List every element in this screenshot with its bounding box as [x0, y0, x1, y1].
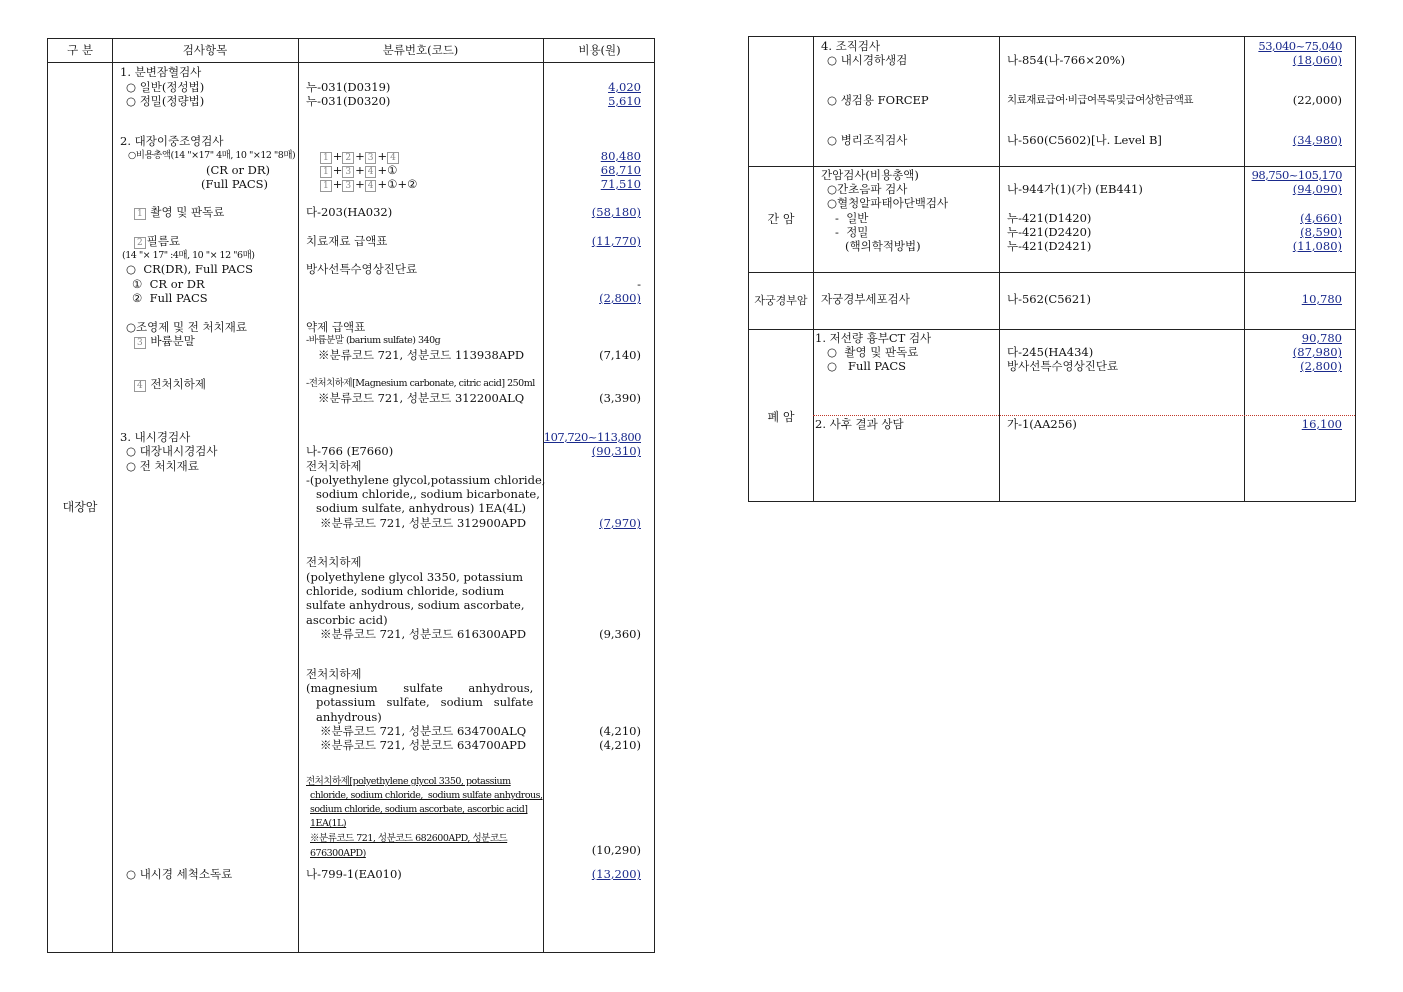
- fee-90780: 90,780: [1301, 331, 1342, 345]
- item-film-fee: 2 필름료: [134, 234, 180, 249]
- code-eb441: 나-944가(1)(가) (EB441): [1007, 182, 1143, 196]
- item-endoscope-disinfection: ○ 내시경 세척소독료: [126, 867, 233, 881]
- code-c5602: 나-560(C5602)[나. Level B]: [1007, 133, 1162, 147]
- box-label-4: 4: [134, 380, 146, 392]
- code-peg-1a: -(polyethylene glycol,potassium chloride,: [306, 473, 546, 487]
- fee-16100: 16,100: [1301, 417, 1342, 431]
- fee-liver-range: 98,750~105,170: [1251, 168, 1342, 182]
- fee-7970: (7,970): [599, 516, 641, 530]
- code-peg-3d: 1EA(1L): [310, 818, 347, 829]
- category-colorectal-cancer: 대장암: [62, 500, 98, 514]
- item-double-contrast: 2. 대장이중조영검사: [120, 134, 224, 148]
- code-laxative-2: 전처치하제: [306, 555, 362, 569]
- item-biopsy: 4. 조직검사: [821, 39, 881, 53]
- box-label-2: 2: [134, 237, 146, 249]
- code-mgso4-b: potassium sulfate, sodium sulfate: [316, 695, 534, 709]
- code-laxative-1: 전처치하제: [306, 459, 362, 473]
- fee-biopsy-range: 53,040~75,040: [1258, 39, 1342, 53]
- code-material-list: 치료재료급여·비급여목록및급여상한금액표: [1007, 94, 1194, 106]
- fee-4210-b: (4,210): [599, 738, 641, 752]
- box-label-3: 3: [134, 337, 146, 349]
- fee-13200: (13,200): [591, 867, 641, 881]
- item-afp-precise: - 정밀: [835, 225, 869, 239]
- fee-2800: (2,800): [599, 291, 641, 305]
- code-material-fee: 치료재료 급액표: [306, 234, 388, 248]
- code-c5621: 나-562(C5621): [1007, 292, 1091, 306]
- item-afp-general: - 일반: [835, 211, 869, 225]
- header-category: 구 분: [67, 43, 93, 57]
- item-nuclear: (핵의학적방법): [845, 239, 921, 253]
- code-combo-1: 1 + 2 + 3 + 4: [320, 149, 400, 164]
- header-fee: 비용(원): [578, 43, 621, 57]
- code-peg-1c: sodium sulfate, anhydrous) 1EA(4L): [316, 501, 527, 515]
- item-barium: 3 바륨분말: [134, 334, 195, 349]
- fee-4020: 4,020: [608, 80, 641, 94]
- code-854: 나-854(나-766×20%): [1007, 53, 1126, 67]
- fee-22000: (22,000): [1292, 93, 1342, 107]
- code-676300apd: 676300APD): [310, 848, 366, 859]
- code-combo-3: 1 + 3 + 4 +①+②: [320, 177, 417, 192]
- right-fee-table: [748, 36, 1356, 502]
- item-liver-ultrasound: ○간초음파 검사: [827, 182, 908, 196]
- item-ldct-pacs: ○ Full PACS: [827, 359, 907, 373]
- category-liver-cancer: 간 암: [767, 212, 795, 226]
- code-616300apd: ※분류코드 721, 성분코드 616300APD: [320, 627, 527, 641]
- fee-87980: (87,980): [1292, 345, 1342, 359]
- item-total-cost: ○비용총액(14 "×17" 4매, 10 "×12 "8매): [128, 150, 296, 161]
- fee-71510: 71,510: [600, 177, 641, 191]
- code-barium-sulfate: -바륨분말 (barium sulfate) 340g: [306, 335, 441, 346]
- fee-11770: (11,770): [591, 234, 641, 248]
- code-ea010: 나-799-1(EA010): [306, 867, 402, 881]
- fee-7140: (7,140): [599, 348, 641, 362]
- item-imaging-reading: 1 촬영 및 판독료: [134, 205, 224, 220]
- box-label-1: 1: [134, 208, 146, 220]
- item-pathology: ○ 병리조직검사: [827, 133, 908, 147]
- code-peg-3a: 전처치하제[polyethylene glycol 3350, potassium: [306, 776, 511, 787]
- fee-34980: (34,980): [1292, 133, 1342, 147]
- fee-10780: 10,780: [1301, 292, 1342, 306]
- code-radiology-ct: 방사선특수영상진단료: [1007, 359, 1119, 373]
- item-colonoscopy: ○ 대장내시경검사: [126, 444, 218, 458]
- fee-4660: (4,660): [1300, 211, 1342, 225]
- fee-3390: (3,390): [599, 391, 641, 405]
- code-634700apd: ※분류코드 721, 성분코드 634700APD: [320, 738, 527, 752]
- code-peg-1b: sodium chloride,, sodium bicarbonate,: [316, 487, 540, 501]
- code-312900apd: ※분류코드 721, 성분코드 312900APD: [320, 516, 527, 530]
- code-634700alq: ※분류코드 721, 성분코드 634700ALQ: [320, 724, 527, 738]
- code-312200alq: ※분류코드 721, 성분코드 312200ALQ: [318, 391, 525, 405]
- fee-68710: 68,710: [600, 163, 641, 177]
- code-combo-2: 1 + 3 + 4 +①: [320, 163, 397, 178]
- code-radiology: 방사선특수영상진단료: [306, 262, 418, 276]
- item-cr-dr: (CR or DR): [206, 163, 271, 177]
- item-contrast-prep: ○조영제 및 전 처치재료: [126, 320, 247, 334]
- item-fobt-precise: ○ 정밀(정량법): [126, 94, 205, 108]
- fee-endoscopy-range: 107,720~113,800: [543, 430, 641, 444]
- code-laxative-3: 전처치하제: [306, 667, 362, 681]
- code-d2421: 누-421(D2421): [1007, 239, 1092, 253]
- item-ldct-reading: ○ 촬영 및 판독료: [827, 345, 919, 359]
- code-ha434: 다-245(HA434): [1007, 345, 1094, 359]
- code-peg-2c: sulfate anhydrous, sodium ascorbate,: [306, 598, 525, 612]
- item-followup-counsel: 2. 사후 결과 상담: [815, 417, 904, 431]
- category-lung-cancer: 폐 암: [767, 410, 795, 424]
- code-peg-2d: ascorbic acid): [306, 613, 388, 627]
- code-peg-3c: sodium chloride, sodium ascorbate, ascorbic acid]: [310, 804, 528, 815]
- code-113938apd: ※분류코드 721, 성분코드 113938APD: [318, 348, 525, 362]
- item-cr-full-pacs: ○ CR(DR), Full PACS: [126, 262, 254, 276]
- item-liver-total: 간암검사(비용총액): [821, 168, 919, 182]
- item-endoscopy: 3. 내시경검사: [120, 430, 191, 444]
- code-e7660: 나-766 (E7660): [306, 444, 394, 458]
- code-drug-fee: 약제 급액표: [306, 320, 366, 334]
- fee-80480: 80,480: [600, 149, 641, 163]
- fee-4210-a: (4,210): [599, 724, 641, 738]
- item-fecal-occult-blood: 1. 분변잠혈검사: [120, 65, 202, 79]
- code-d2420: 누-421(D2420): [1007, 225, 1092, 239]
- code-d0319: 누-031(D0319): [306, 80, 391, 94]
- code-peg-2b: chloride, sodium chloride, sodium: [306, 584, 505, 598]
- fee-58180: (58,180): [591, 205, 641, 219]
- fee-dash: -: [637, 277, 641, 291]
- fee-11080: (11,080): [1292, 239, 1342, 253]
- code-peg-3b: chloride, sodium chloride, sodium sulfate anhydrous,: [310, 790, 543, 801]
- code-d0320: 누-031(D0320): [306, 94, 391, 108]
- code-ha032: 다-203(HA032): [306, 205, 393, 219]
- item-fobt-general: ○ 일반(정성법): [126, 80, 205, 94]
- item-endoscopic-biopsy: ○ 내시경하생검: [827, 53, 908, 67]
- fee-10290: (10,290): [591, 843, 641, 857]
- item-ldct: 1. 저선량 흉부CT 검사: [815, 331, 932, 345]
- fee-90310: (90,310): [591, 444, 641, 458]
- left-fee-table: [47, 38, 655, 953]
- code-d1420: 누-421(D1420): [1007, 211, 1092, 225]
- item-pap-smear: 자궁경부세포검사: [821, 292, 910, 306]
- item-laxative: 4 전처치하제: [134, 377, 206, 392]
- item-forcep: ○ 생검용 FORCEP: [827, 93, 929, 107]
- item-full-pacs: (Full PACS): [201, 177, 269, 191]
- item-afp: ○혈청알파태아단백검사: [827, 196, 949, 210]
- item-cr-or-dr: ① CR or DR: [132, 277, 205, 291]
- item-prep-material: ○ 전 처치재료: [126, 459, 199, 473]
- code-aa256: 가-1(AA256): [1007, 417, 1077, 431]
- code-magnesium: -전처치하제[Magnesium carbonate, citric acid] 250ml: [306, 378, 535, 389]
- header-code: 분류번호(코드): [382, 43, 459, 57]
- category-cervical-cancer: 자궁경부암: [754, 294, 808, 307]
- fee-94090: (94,090): [1292, 182, 1342, 196]
- code-peg-2a: (polyethylene glycol 3350, potassium: [306, 570, 523, 584]
- code-mgso4-a: (magnesium sulfate anhydrous,: [306, 681, 534, 695]
- item-film-spec: (14 "× 17" :4매, 10 "× 12 "6매): [122, 250, 255, 261]
- fee-9360: (9,360): [599, 627, 641, 641]
- code-682600apd: ※분류코드 721, 성분코드 682600APD, 성분코드: [310, 833, 508, 844]
- fee-8590: (8,590): [1300, 225, 1342, 239]
- fee-18060: (18,060): [1292, 53, 1342, 67]
- item-pacs: ② Full PACS: [132, 291, 208, 305]
- fee-5610: 5,610: [608, 94, 641, 108]
- header-exam-item: 검사항목: [182, 43, 228, 57]
- fee-2800-ct: (2,800): [1300, 359, 1342, 373]
- code-mgso4-c: anhydrous): [316, 710, 382, 724]
